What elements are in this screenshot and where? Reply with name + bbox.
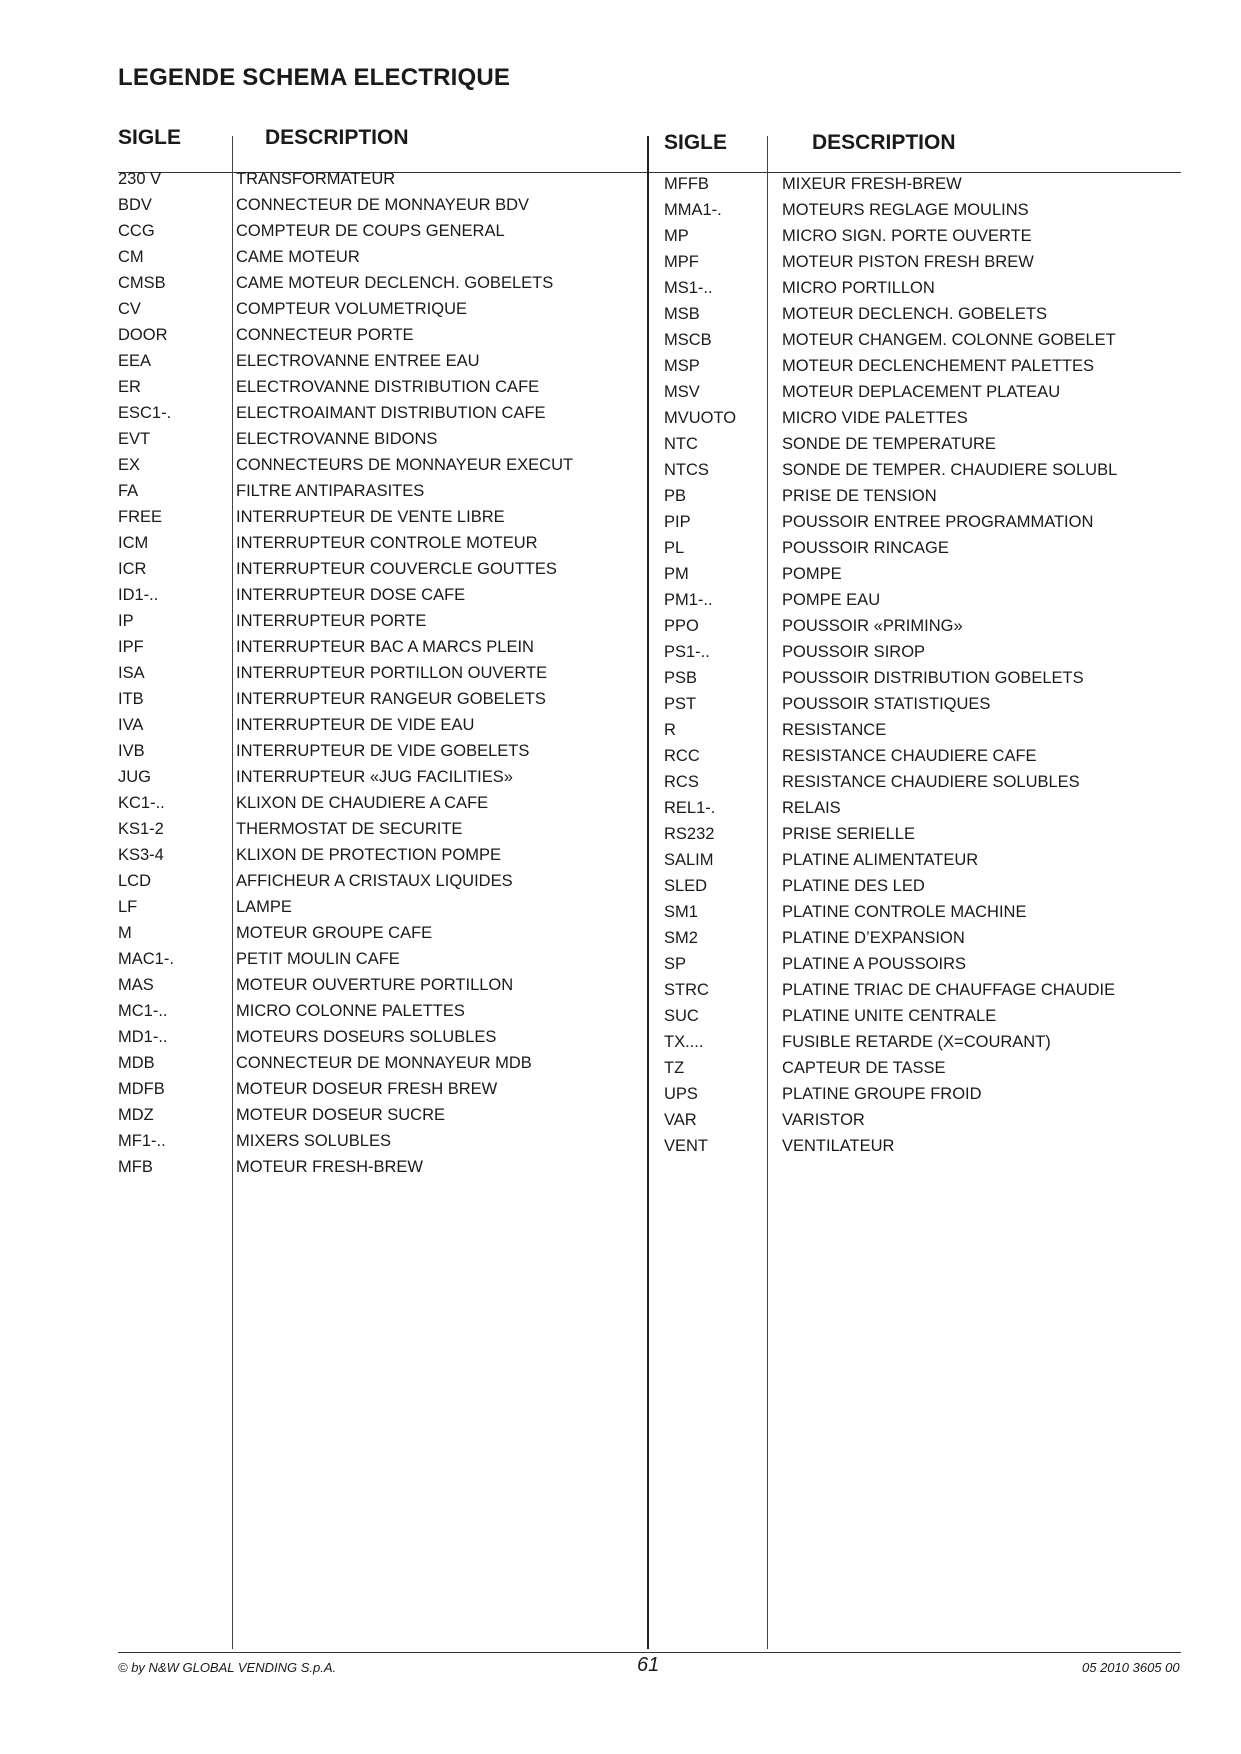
legend-description: MOTEUR FRESH-BREW [236, 1158, 423, 1176]
legend-description: INTERRUPTEUR DE VIDE GOBELETS [236, 742, 530, 760]
legend-description: CONNECTEUR PORTE [236, 326, 414, 344]
legend-sigle: ICR [118, 560, 147, 578]
legend-description: KLIXON DE CHAUDIERE A CAFE [236, 794, 489, 812]
legend-sigle: MD1-.. [118, 1028, 168, 1046]
legend-description: PLATINE A POUSSOIRS [782, 955, 967, 973]
legend-sigle: RS232 [664, 825, 715, 843]
legend-sigle: ISA [118, 664, 145, 682]
legend-sigle: MMA1-. [664, 201, 722, 219]
legend-sigle: ICM [118, 534, 149, 552]
legend-sigle: NTCS [664, 461, 709, 479]
legend-description: POMPE EAU [782, 591, 881, 609]
legend-description: MICRO COLONNE PALETTES [236, 1002, 465, 1020]
legend-description: MOTEURS REGLAGE MOULINS [782, 201, 1029, 219]
legend-description: PLATINE UNITE CENTRALE [782, 1007, 997, 1025]
legend-description: AFFICHEUR A CRISTAUX LIQUIDES [236, 872, 513, 890]
legend-description: RESISTANCE [782, 721, 887, 739]
legend-description: CAPTEUR DE TASSE [782, 1059, 946, 1077]
legend-description: SONDE DE TEMPER. CHAUDIERE SOLUBL [782, 461, 1118, 479]
legend-sigle: ITB [118, 690, 144, 708]
legend-sigle: SP [664, 955, 687, 973]
legend-sigle: CM [118, 248, 144, 266]
legend-description: RESISTANCE CHAUDIERE SOLUBLES [782, 773, 1080, 791]
legend-description: POMPE [782, 565, 842, 583]
legend-sigle: VENT [664, 1137, 709, 1155]
legend-sigle: MVUOTO [664, 409, 737, 427]
legend-description: MOTEUR CHANGEM. COLONNE GOBELET [782, 331, 1116, 349]
left-description-header: DESCRIPTION [265, 126, 409, 149]
legend-sigle: SM1 [664, 903, 698, 921]
footer-rule [118, 1652, 1181, 1653]
legend-description: RELAIS [782, 799, 841, 817]
legend-sigle: KC1-.. [118, 794, 165, 812]
legend-sigle: JUG [118, 768, 151, 786]
legend-description: RESISTANCE CHAUDIERE CAFE [782, 747, 1037, 765]
legend-sigle: MDB [118, 1054, 155, 1072]
legend-sigle: MFB [118, 1158, 153, 1176]
legend-description: FILTRE ANTIPARASITES [236, 482, 425, 500]
legend-description: MICRO VIDE PALETTES [782, 409, 968, 427]
legend-description: ELECTROAIMANT DISTRIBUTION CAFE [236, 404, 546, 422]
legend-description: MOTEUR PISTON FRESH BREW [782, 253, 1034, 271]
legend-description: MICRO SIGN. PORTE OUVERTE [782, 227, 1032, 245]
legend-description: TRANSFORMATEUR [236, 170, 396, 188]
legend-description: INTERRUPTEUR PORTE [236, 612, 427, 630]
legend-description: POUSSOIR DISTRIBUTION GOBELETS [782, 669, 1084, 687]
legend-sigle: MSV [664, 383, 700, 401]
legend-description: POUSSOIR RINCAGE [782, 539, 949, 557]
legend-description: PRISE SERIELLE [782, 825, 915, 843]
legend-sigle: MDZ [118, 1106, 154, 1124]
legend-sigle: M [118, 924, 132, 942]
legend-sigle: IP [118, 612, 134, 630]
legend-sigle: R [664, 721, 676, 739]
legend-sigle: MC1-.. [118, 1002, 168, 1020]
legend-description: POUSSOIR ENTREE PROGRAMMATION [782, 513, 1094, 531]
legend-description: LAMPE [236, 898, 292, 916]
legend-sigle: IVA [118, 716, 144, 734]
legend-description: POUSSOIR STATISTIQUES [782, 695, 991, 713]
legend-sigle: FREE [118, 508, 163, 526]
legend-sigle: PB [664, 487, 687, 505]
legend-sigle: SUC [664, 1007, 699, 1025]
legend-sigle: MDFB [118, 1080, 165, 1098]
legend-sigle: RCC [664, 747, 700, 765]
legend-sigle: DOOR [118, 326, 168, 344]
document-code: 05 2010 3605 00 [1082, 1660, 1180, 1675]
legend-sigle: ESC1-. [118, 404, 172, 422]
legend-description: MOTEUR DEPLACEMENT PLATEAU [782, 383, 1061, 401]
legend-description: CAME MOTEUR [236, 248, 360, 266]
legend-sigle: MAC1-. [118, 950, 174, 968]
legend-sigle: ER [118, 378, 141, 396]
legend-sigle: SLED [664, 877, 708, 895]
legend-description: CONNECTEUR DE MONNAYEUR BDV [236, 196, 530, 214]
legend-description: ELECTROVANNE ENTREE EAU [236, 352, 480, 370]
legend-sigle: PM [664, 565, 689, 583]
legend-sigle: PIP [664, 513, 691, 531]
legend-sigle: 230 V [118, 170, 162, 188]
legend-sigle: LF [118, 898, 138, 916]
legend-description: INTERRUPTEUR BAC A MARCS PLEIN [236, 638, 534, 656]
legend-description: VARISTOR [782, 1111, 865, 1129]
legend-sigle: KS1-2 [118, 820, 164, 838]
page-number: 61 [637, 1654, 660, 1676]
legend-description: INTERRUPTEUR DOSE CAFE [236, 586, 466, 604]
legend-description: MIXEUR FRESH-BREW [782, 175, 962, 193]
legend-sigle: ID1-.. [118, 586, 159, 604]
legend-sigle: IPF [118, 638, 144, 656]
legend-sigle: BDV [118, 196, 152, 214]
legend-sigle: EX [118, 456, 141, 474]
legend-sigle: CCG [118, 222, 155, 240]
legend-sigle: PST [664, 695, 697, 713]
legend-description: POUSSOIR SIROP [782, 643, 926, 661]
legend-description: INTERRUPTEUR DE VIDE EAU [236, 716, 475, 734]
legend-sigle: NTC [664, 435, 698, 453]
legend-description: INTERRUPTEUR COUVERCLE GOUTTES [236, 560, 557, 578]
legend-description: PETIT MOULIN CAFE [236, 950, 400, 968]
legend-description: MOTEUR DECLENCHEMENT PALETTES [782, 357, 1095, 375]
page-title: LEGENDE SCHEMA ELECTRIQUE [118, 64, 511, 91]
legend-sigle: MF1-.. [118, 1132, 166, 1150]
legend-sigle: STRC [664, 981, 709, 999]
legend-sigle: FA [118, 482, 139, 500]
legend-description: PLATINE GROUPE FROID [782, 1085, 982, 1103]
legend-sigle: SM2 [664, 929, 698, 947]
right-column-divider [767, 136, 768, 1649]
legend-sigle: CV [118, 300, 141, 318]
legend-sigle: PM1-.. [664, 591, 713, 609]
legend-sigle: PSB [664, 669, 698, 687]
legend-sigle: LCD [118, 872, 152, 890]
legend-description: PRISE DE TENSION [782, 487, 937, 505]
legend-sigle: MSB [664, 305, 700, 323]
legend-description: MOTEUR DOSEUR FRESH BREW [236, 1080, 498, 1098]
center-divider [647, 136, 649, 1649]
legend-sigle: MPF [664, 253, 699, 271]
legend-sigle: KS3-4 [118, 846, 164, 864]
legend-description: INTERRUPTEUR CONTROLE MOTEUR [236, 534, 538, 552]
legend-sigle: VAR [664, 1111, 697, 1129]
legend-description: PLATINE CONTROLE MACHINE [782, 903, 1027, 921]
legend-description: PLATINE TRIAC DE CHAUFFAGE CHAUDIE [782, 981, 1116, 999]
legend-sigle: MSCB [664, 331, 712, 349]
legend-description: KLIXON DE PROTECTION POMPE [236, 846, 501, 864]
copyright: © by N&W GLOBAL VENDING S.p.A. [118, 1660, 337, 1675]
right-description-header: DESCRIPTION [812, 131, 956, 154]
legend-sigle: RCS [664, 773, 699, 791]
legend-sigle: MAS [118, 976, 154, 994]
legend-description: MOTEUR DOSEUR SUCRE [236, 1106, 446, 1124]
legend-description: MICRO PORTILLON [782, 279, 935, 297]
left-column-divider [232, 136, 233, 1649]
legend-sigle: MSP [664, 357, 700, 375]
legend-description: VENTILATEUR [782, 1137, 895, 1155]
legend-description: PLATINE D’EXPANSION [782, 929, 965, 947]
legend-description: COMPTEUR DE COUPS GENERAL [236, 222, 505, 240]
legend-sigle: MS1-.. [664, 279, 713, 297]
legend-description: MIXERS SOLUBLES [236, 1132, 391, 1150]
legend-description: PLATINE DES LED [782, 877, 925, 895]
legend-description: MOTEUR DECLENCH. GOBELETS [782, 305, 1047, 323]
legend-description: POUSSOIR «PRIMING» [782, 617, 963, 635]
legend-description: ELECTROVANNE DISTRIBUTION CAFE [236, 378, 540, 396]
legend-description: CAME MOTEUR DECLENCH. GOBELETS [236, 274, 554, 292]
legend-description: MOTEUR GROUPE CAFE [236, 924, 433, 942]
legend-description: COMPTEUR VOLUMETRIQUE [236, 300, 468, 318]
legend-description: CONNECTEURS DE MONNAYEUR EXECUT [236, 456, 574, 474]
legend-sigle: PS1-.. [664, 643, 710, 661]
legend-description: ELECTROVANNE BIDONS [236, 430, 438, 448]
legend-description: PLATINE ALIMENTATEUR [782, 851, 979, 869]
legend-sigle: EEA [118, 352, 152, 370]
legend-description: INTERRUPTEUR DE VENTE LIBRE [236, 508, 505, 526]
legend-sigle: MFFB [664, 175, 709, 193]
legend-description: THERMOSTAT DE SECURITE [236, 820, 463, 838]
legend-sigle: UPS [664, 1085, 698, 1103]
legend-sigle: TX.... [664, 1033, 704, 1051]
legend-sigle: TZ [664, 1059, 685, 1077]
legend-sigle: PL [664, 539, 685, 557]
legend-sigle: SALIM [664, 851, 714, 869]
legend-sigle: MP [664, 227, 689, 245]
legend-description: MOTEUR OUVERTURE PORTILLON [236, 976, 514, 994]
legend-sigle: PPO [664, 617, 699, 635]
legend-sigle: IVB [118, 742, 145, 760]
legend-description: INTERRUPTEUR PORTILLON OUVERTE [236, 664, 548, 682]
right-sigle-header: SIGLE [664, 131, 728, 154]
legend-sigle: REL1-. [664, 799, 716, 817]
legend-description: CONNECTEUR DE MONNAYEUR MDB [236, 1054, 532, 1072]
legend-sigle: CMSB [118, 274, 166, 292]
legend-description: INTERRUPTEUR RANGEUR GOBELETS [236, 690, 546, 708]
legend-description: SONDE DE TEMPERATURE [782, 435, 996, 453]
left-sigle-header: SIGLE [118, 126, 182, 149]
legend-description: INTERRUPTEUR «JUG FACILITIES» [236, 768, 513, 786]
legend-description: FUSIBLE RETARDE (X=COURANT) [782, 1033, 1051, 1051]
legend-sigle: EVT [118, 430, 151, 448]
legend-description: MOTEURS DOSEURS SOLUBLES [236, 1028, 497, 1046]
